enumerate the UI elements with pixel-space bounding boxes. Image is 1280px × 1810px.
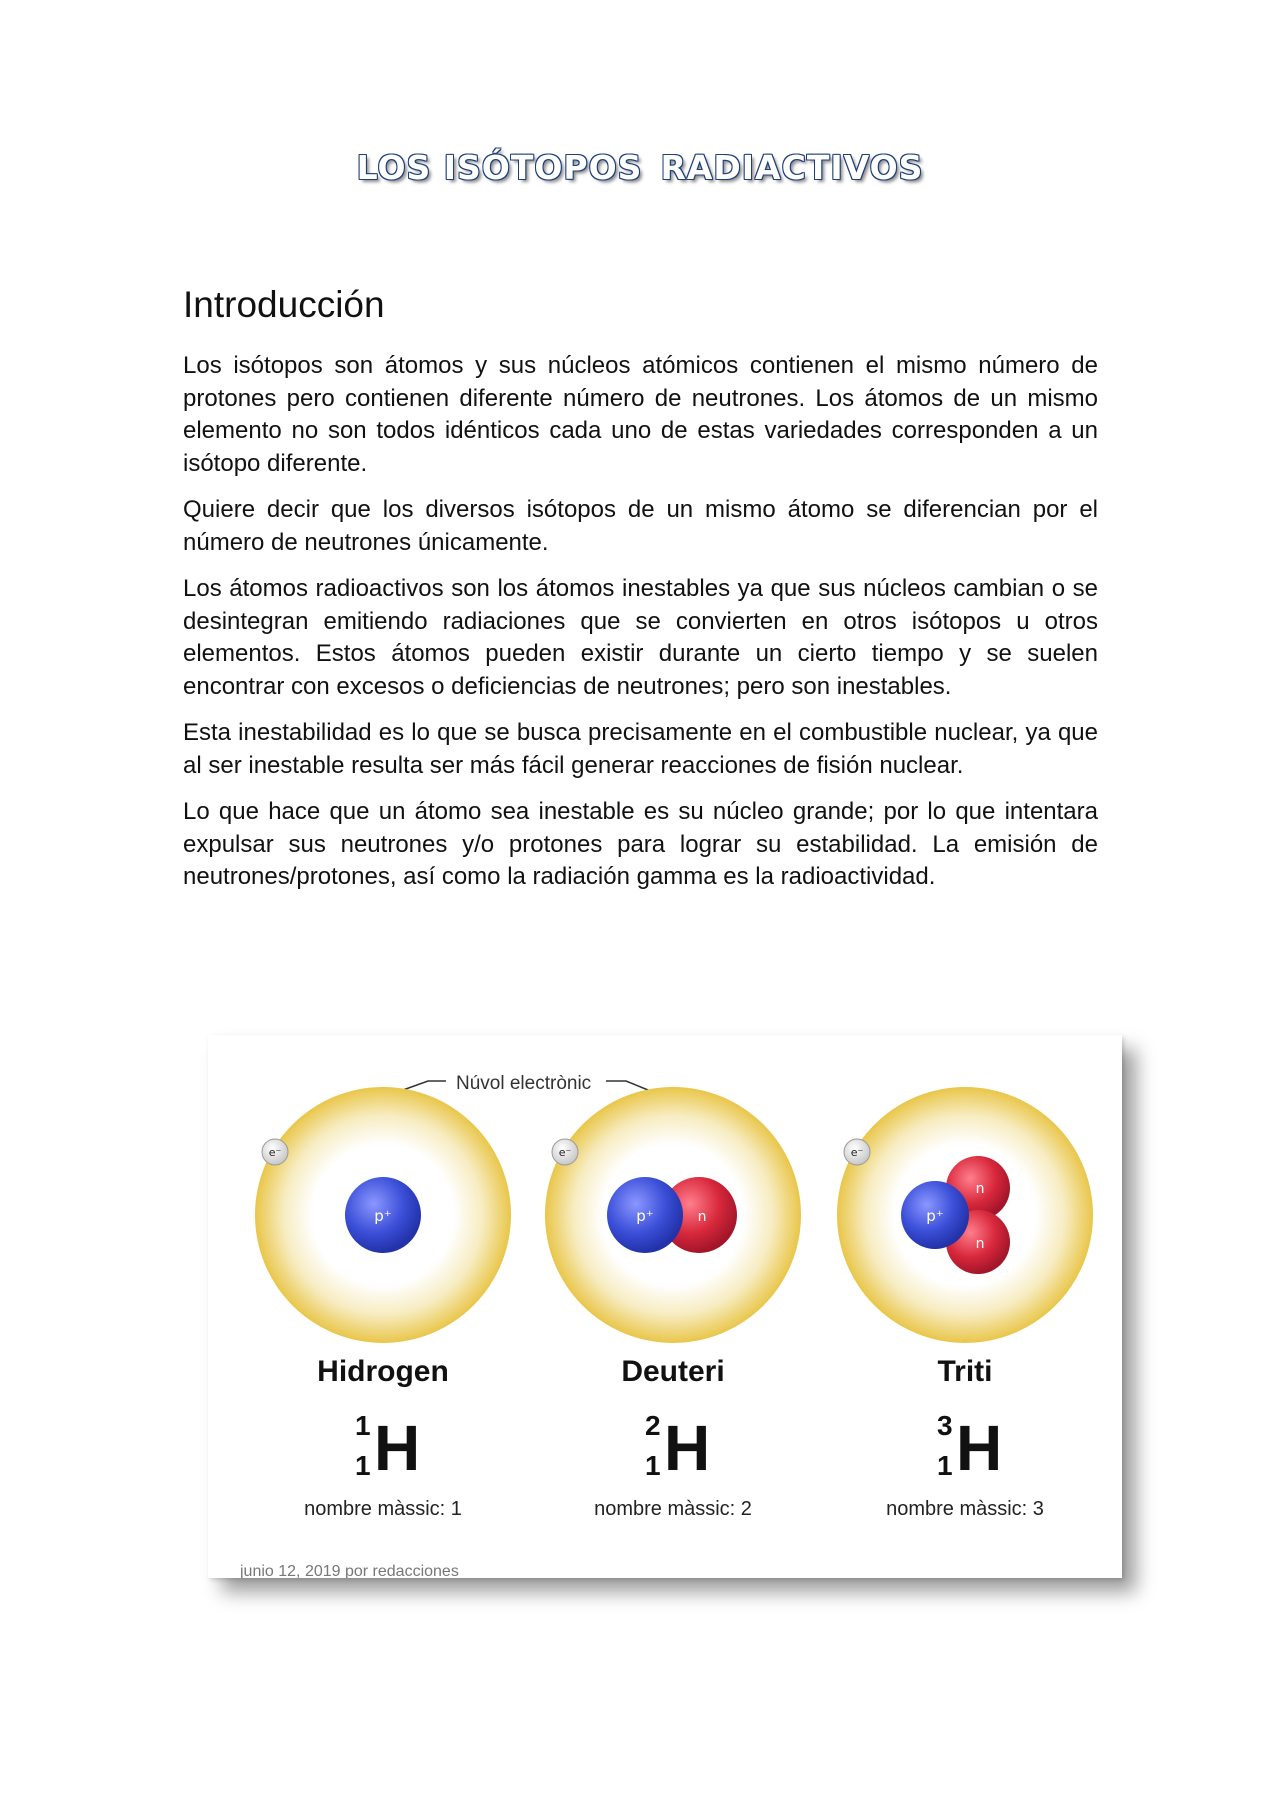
image-credit: junio 12, 2019 por redacciones bbox=[240, 1563, 459, 1578]
element-symbol: H bbox=[664, 1412, 711, 1484]
atomic-number: 1 bbox=[645, 1450, 661, 1481]
element-symbol: H bbox=[956, 1412, 1003, 1484]
atomic-number: 1 bbox=[937, 1450, 953, 1481]
cloud-label: Núvol electrònic bbox=[456, 1073, 592, 1094]
mass-number: 3 bbox=[937, 1410, 953, 1441]
atom-name-hydrogen: Hidrogen bbox=[317, 1355, 449, 1388]
electron-label: e⁻ bbox=[558, 1146, 572, 1159]
mass-text-tritium: nombre màssic: 3 bbox=[886, 1498, 1044, 1520]
element-symbol: H bbox=[374, 1412, 421, 1484]
proton-label: p⁺ bbox=[374, 1207, 392, 1225]
atomic-number: 1 bbox=[355, 1450, 371, 1481]
proton-label: p⁺ bbox=[926, 1207, 944, 1225]
section-heading: Introducción bbox=[183, 284, 385, 325]
proton-label: p⁺ bbox=[636, 1207, 654, 1225]
document-title bbox=[0, 148, 1280, 187]
deuterium-atom bbox=[545, 1087, 801, 1343]
mass-number: 2 bbox=[645, 1410, 661, 1441]
body-text bbox=[183, 350, 1098, 908]
isotope-symbol-deuterium bbox=[645, 1410, 765, 1490]
electron-label: e⁻ bbox=[850, 1146, 864, 1159]
paragraph: Esta inestabilidad es lo que se busca precisamente en el combustible nuclear, ya que al ser inestable resulta ser más fácil generar reacciones de fisión nuclear. bbox=[183, 719, 1098, 779]
paragraph: Los isótopos son átomos y sus núcleos atómicos contienen el mismo número de protones pero contienen diferente número de neutrones. Los átomos de un mismo elemento no son todos idénticos cada uno de estas variedades corresponden a un isótopo diferente. bbox=[183, 352, 1098, 477]
neutron-label: n bbox=[697, 1209, 707, 1225]
isotope-symbol-tritium bbox=[937, 1410, 1057, 1490]
cloud-leader-right bbox=[606, 1081, 648, 1090]
atom-name-tritium: Triti bbox=[937, 1355, 993, 1388]
title-part-2: RADIACTIVOS bbox=[660, 148, 924, 187]
isotopes-figure bbox=[208, 1035, 1122, 1578]
title-part-1: LOS ISÓTOPOS bbox=[356, 148, 643, 187]
paragraph: Quiere decir que los diversos isótopos de un mismo átomo se diferencian por el número de neutrones únicamente. bbox=[183, 496, 1098, 556]
atom-name-deuterium: Deuteri bbox=[621, 1355, 725, 1388]
tritium-atom bbox=[837, 1087, 1093, 1343]
mass-text-deuterium: nombre màssic: 2 bbox=[594, 1498, 752, 1520]
cloud-leader-left bbox=[403, 1081, 446, 1090]
mass-text-hydrogen: nombre màssic: 1 bbox=[304, 1498, 462, 1520]
mass-number: 1 bbox=[355, 1410, 371, 1441]
neutron-label: n bbox=[975, 1236, 985, 1252]
atoms-illustration bbox=[208, 1035, 1122, 1578]
electron-label: e⁻ bbox=[268, 1146, 282, 1159]
neutron-label: n bbox=[975, 1181, 985, 1197]
paragraph: Los átomos radioactivos son los átomos inestables ya que sus núcleos cambian o se desintegran emitiendo radiaciones que se convierten en otros isótopos u otros elementos. Estos átomos pueden existir durante un cierto tiempo y se suelen encontrar con excesos o deficiencias de neutrones; pero son inestables. bbox=[183, 575, 1098, 700]
isotope-symbol-hydrogen bbox=[355, 1410, 475, 1490]
paragraph: Lo que hace que un átomo sea inestable es su núcleo grande; por lo que intentara expulsar sus neutrones y/o protones para lograr su estabilidad. La emisión de neutrones/protones, así como la radiación gamma es la radioactividad. bbox=[183, 798, 1098, 890]
hydrogen-atom bbox=[255, 1087, 511, 1343]
